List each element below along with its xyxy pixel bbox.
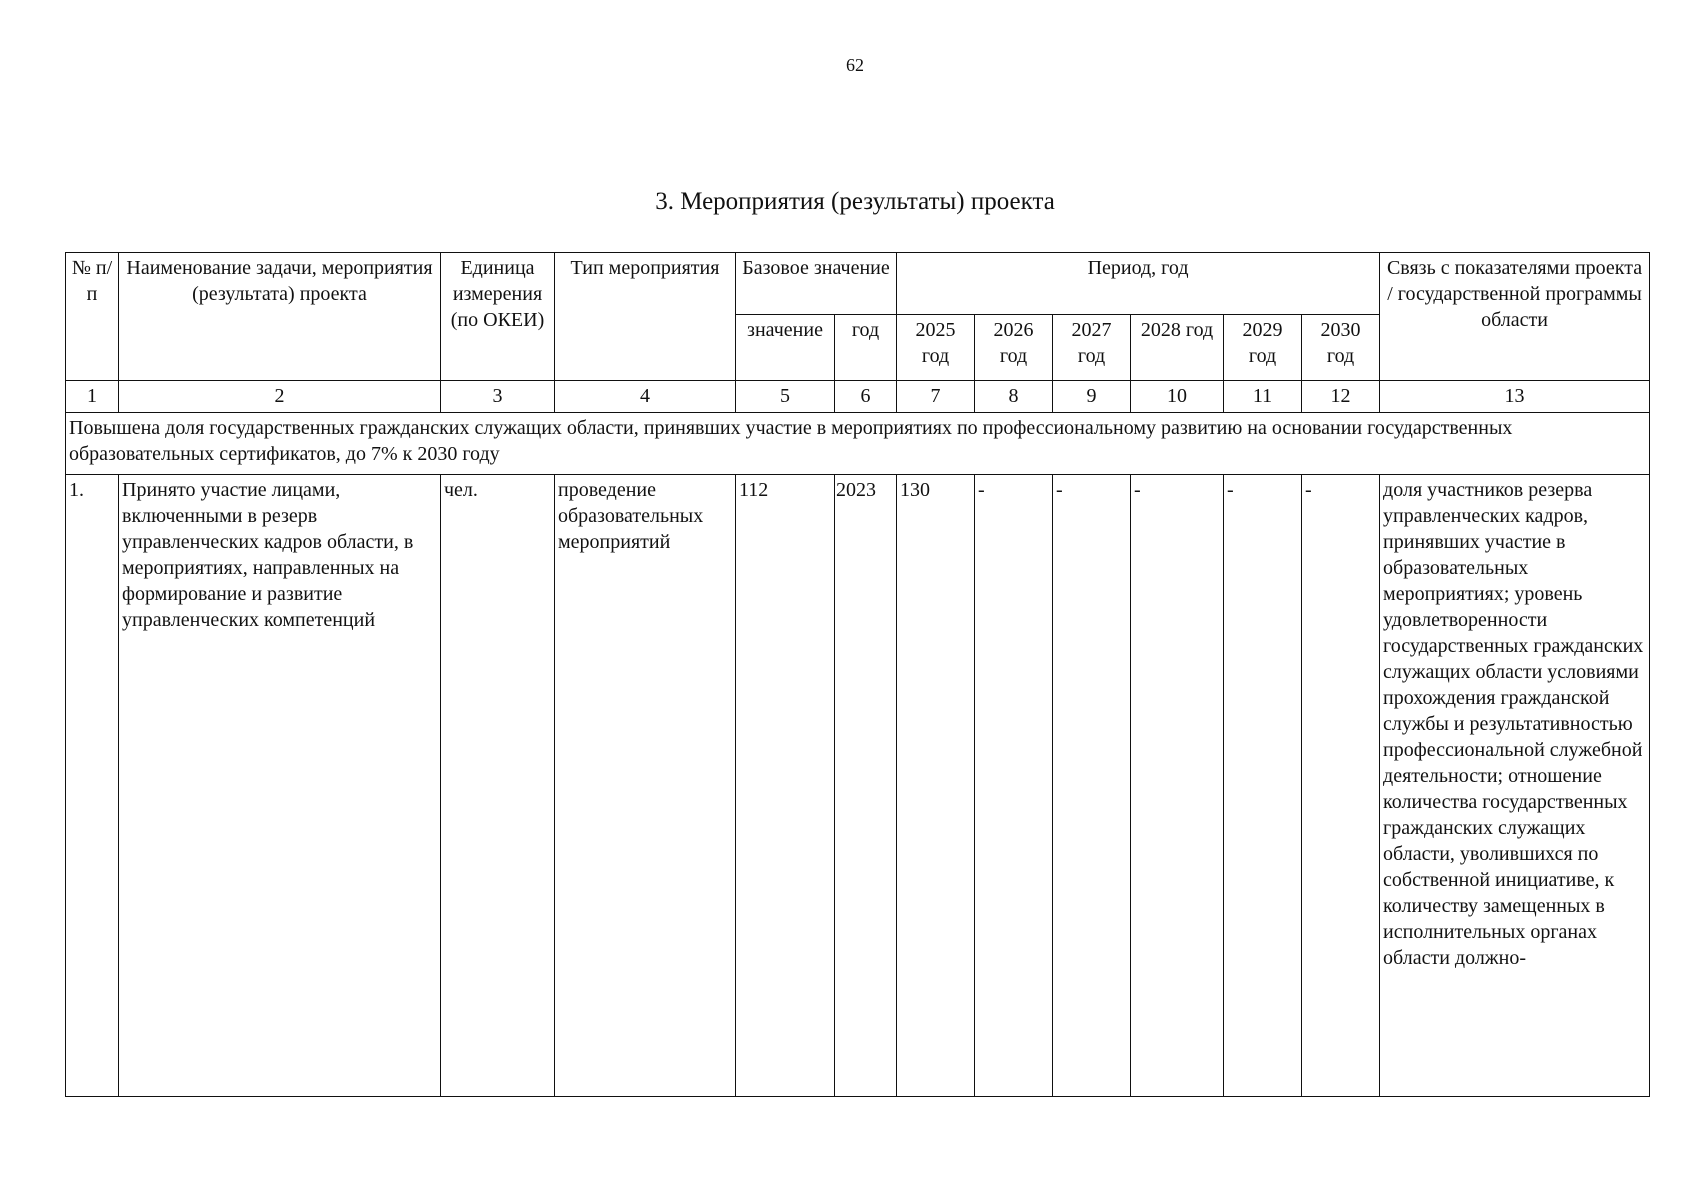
column-number: 3 xyxy=(441,381,555,413)
column-number: 6 xyxy=(835,381,897,413)
column-number: 8 xyxy=(975,381,1053,413)
row-base-year: 2023 xyxy=(835,475,897,1097)
row-2027: - xyxy=(1053,475,1131,1097)
header-year-2028: 2028 год xyxy=(1131,315,1224,381)
row-type: проведение образовательных мероприятий xyxy=(555,475,736,1097)
header-link: Связь с показателями проекта / государственной программы области xyxy=(1380,253,1650,381)
header-base: Базовое значение xyxy=(736,253,897,315)
row-2029: - xyxy=(1224,475,1302,1097)
header-year-2029: 2029 год xyxy=(1224,315,1302,381)
header-year-2027: 2027 год xyxy=(1053,315,1131,381)
row-unit: чел. xyxy=(441,475,555,1097)
column-number: 13 xyxy=(1380,381,1650,413)
row-2025: 130 xyxy=(897,475,975,1097)
row-name: Принято участие лицами, включенными в резерв управленческих кадров области, в мероприятиях, направленных на формирование и развитие управленческих компетенций xyxy=(119,475,441,1097)
project-activities-table xyxy=(65,252,1650,1097)
row-no: 1. xyxy=(66,475,119,1097)
row-2028: - xyxy=(1131,475,1224,1097)
task-description: Повышена доля государственных гражданских служащих области, принявших участие в мероприятиях по профессиональному развитию на основании государственных образовательных сертификатов, до 7% к 2030 году xyxy=(66,413,1650,475)
section-title: 3. Мероприятия (результаты) проекта xyxy=(655,188,1055,215)
table-row xyxy=(66,475,1650,1097)
column-number: 11 xyxy=(1224,381,1302,413)
header-unit: Единица измерения (по ОКЕИ) xyxy=(441,253,555,381)
column-number: 7 xyxy=(897,381,975,413)
column-number: 5 xyxy=(736,381,835,413)
header-period: Период, год xyxy=(897,253,1380,315)
header-type: Тип мероприятия xyxy=(555,253,736,381)
column-number: 10 xyxy=(1131,381,1224,413)
header-no: № п/п xyxy=(66,253,119,381)
row-link: доля участников резерва управленческих кадров, принявших участие в образовательных мероприятиях; уровень удовлетворенности государственных гражданских служащих области условиями прохождения гражданской службы и результативностью профессиональной служебной деятельности; отношение количества государственных гражданских служащих области, уволившихся по собственной инициативе, к количеству замещенных в исполнительных органах области должно- xyxy=(1380,475,1650,1097)
header-year-2030: 2030 год xyxy=(1302,315,1380,381)
header-name: Наименование задачи, мероприятия (результата) проекта xyxy=(119,253,441,381)
column-number: 4 xyxy=(555,381,736,413)
header-base-year: год xyxy=(835,315,897,381)
column-number: 2 xyxy=(119,381,441,413)
column-number: 12 xyxy=(1302,381,1380,413)
header-base-value: значение xyxy=(736,315,835,381)
column-number: 9 xyxy=(1053,381,1131,413)
header-year-2025: 2025 год xyxy=(897,315,975,381)
page-number: 62 xyxy=(846,55,864,75)
header-year-2026: 2026 год xyxy=(975,315,1053,381)
row-2030: - xyxy=(1302,475,1380,1097)
column-number: 1 xyxy=(66,381,119,413)
row-base-value: 112 xyxy=(736,475,835,1097)
row-2026: - xyxy=(975,475,1053,1097)
